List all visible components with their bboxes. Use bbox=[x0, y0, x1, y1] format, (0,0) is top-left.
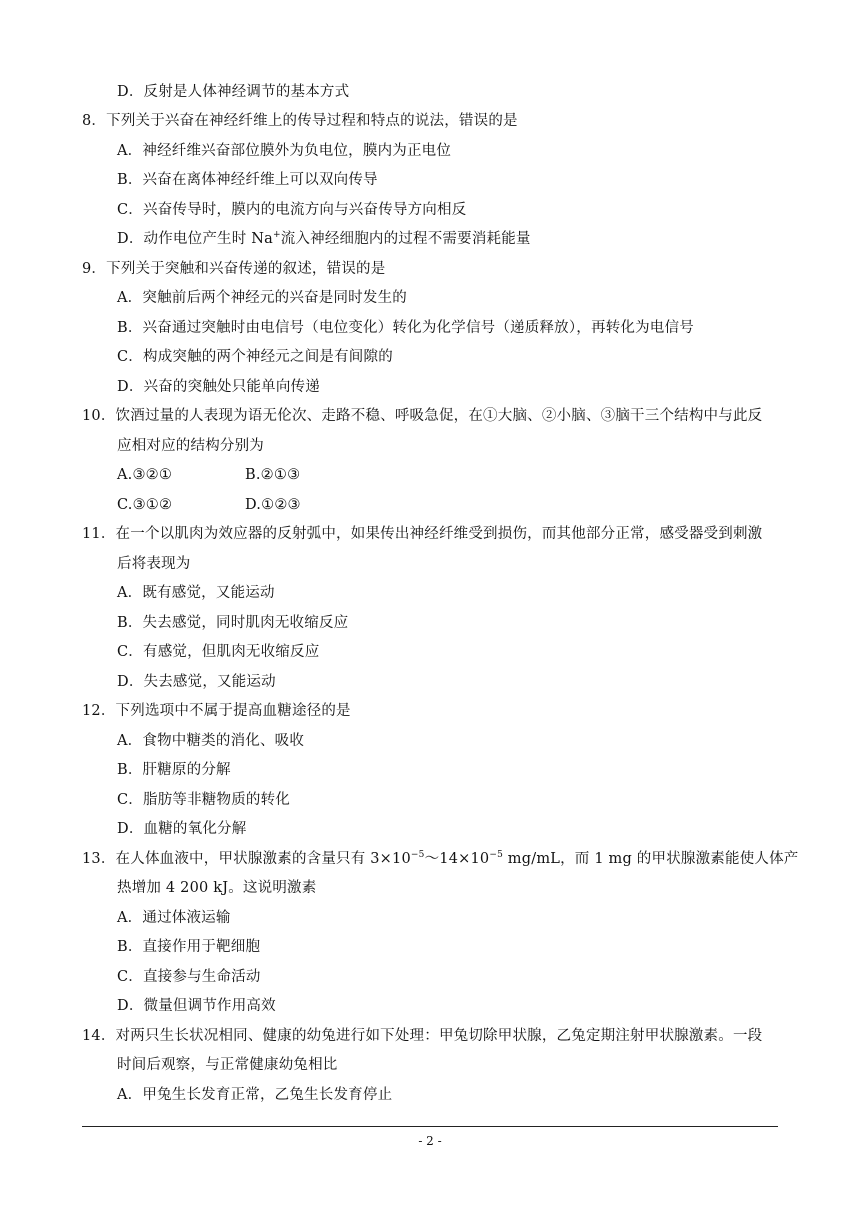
question-12: 12．下列选项中不属于提高血糖途径的是 bbox=[82, 703, 351, 719]
option-10a: A.③②① bbox=[117, 467, 173, 483]
option-11d: D．失去感觉，又能运动 bbox=[117, 674, 276, 690]
option-9a: A．突触前后两个神经元的兴奋是同时发生的 bbox=[117, 290, 407, 306]
question-8: 8．下列关于兴奋在神经纤维上的传导过程和特点的说法，错误的是 bbox=[82, 113, 518, 129]
option-9d: D．兴奋的突触处只能单向传递 bbox=[117, 379, 320, 395]
option-12d: D．血糖的氧化分解 bbox=[117, 821, 247, 837]
question-13-text-c: mg/mL，而 1 mg 的甲状腺激素能使人体产 bbox=[503, 851, 799, 867]
option-9c: C．构成突触的两个神经元之间是有间隙的 bbox=[117, 349, 393, 365]
option-10d: D.①②③ bbox=[245, 497, 301, 513]
question-13-continued: 热增加 4 200 kJ。这说明激素 bbox=[117, 880, 317, 896]
exponent-1: −5 bbox=[410, 850, 425, 861]
question-13-text-b: ～14×10 bbox=[424, 851, 490, 867]
option-10b: B.②①③ bbox=[245, 467, 301, 483]
option-12a: A．食物中糖类的消化、吸收 bbox=[117, 733, 305, 749]
option-13d: D．微量但调节作用高效 bbox=[117, 998, 276, 1014]
question-14: 14．对两只生长状况相同、健康的幼兔进行如下处理：甲兔切除甲状腺，乙兔定期注射甲状腺激素。一段 bbox=[82, 1028, 763, 1044]
option-8d-text-post: 流入神经细胞内的过程不需要消耗能量 bbox=[280, 231, 531, 247]
footer-divider bbox=[82, 1126, 778, 1127]
option-7d: D．反射是人体神经调节的基本方式 bbox=[117, 84, 350, 100]
question-10-continued: 应相对应的结构分别为 bbox=[117, 438, 264, 454]
question-13 bbox=[82, 849, 799, 869]
sodium-charge-superscript: + bbox=[272, 230, 281, 241]
option-11c: C．有感觉，但肌肉无收缩反应 bbox=[117, 644, 320, 660]
option-11b: B．失去感觉，同时肌肉无收缩反应 bbox=[117, 615, 349, 631]
option-13a: A．通过体液运输 bbox=[117, 910, 231, 926]
exponent-2: −5 bbox=[489, 850, 503, 861]
question-10: 10．饮酒过量的人表现为语无伦次、走路不稳、呼吸急促，在①大脑、②小脑、③脑干三个结构中与此反 bbox=[82, 408, 763, 424]
page-number: - 2 - bbox=[418, 1134, 442, 1148]
option-8a: A．神经纤维兴奋部位膜外为负电位，膜内为正电位 bbox=[117, 143, 452, 159]
option-8d bbox=[117, 229, 531, 249]
option-9b: B．兴奋通过突触时由电信号（电位变化）转化为化学信号（递质释放），再转化为电信号 bbox=[117, 320, 694, 336]
option-11a: A．既有感觉，又能运动 bbox=[117, 585, 275, 601]
question-9: 9．下列关于突触和兴奋传递的叙述，错误的是 bbox=[82, 261, 386, 277]
option-8c: C．兴奋传导时，膜内的电流方向与兴奋传导方向相反 bbox=[117, 202, 467, 218]
option-12b: B．肝糖原的分解 bbox=[117, 762, 231, 778]
question-11: 11．在一个以肌肉为效应器的反射弧中，如果传出神经纤维受到损伤，而其他部分正常，感受器受到刺激 bbox=[82, 526, 763, 542]
question-11-continued: 后将表现为 bbox=[117, 556, 191, 572]
option-10c: C.③①② bbox=[117, 497, 173, 513]
option-14a: A．甲兔生长发育正常，乙兔生长发育停止 bbox=[117, 1087, 393, 1103]
question-14-continued: 时间后观察，与正常健康幼兔相比 bbox=[117, 1057, 338, 1073]
option-13b: B．直接作用于靶细胞 bbox=[117, 939, 261, 955]
option-12c: C．脂肪等非糖物质的转化 bbox=[117, 792, 290, 808]
option-13c: C．直接参与生命活动 bbox=[117, 969, 261, 985]
option-8d-text-pre: D．动作电位产生时 Na bbox=[117, 231, 273, 247]
question-13-text-a: 13．在人体血液中，甲状腺激素的含量只有 3×10 bbox=[82, 851, 411, 867]
option-8b: B．兴奋在离体神经纤维上可以双向传导 bbox=[117, 172, 378, 188]
